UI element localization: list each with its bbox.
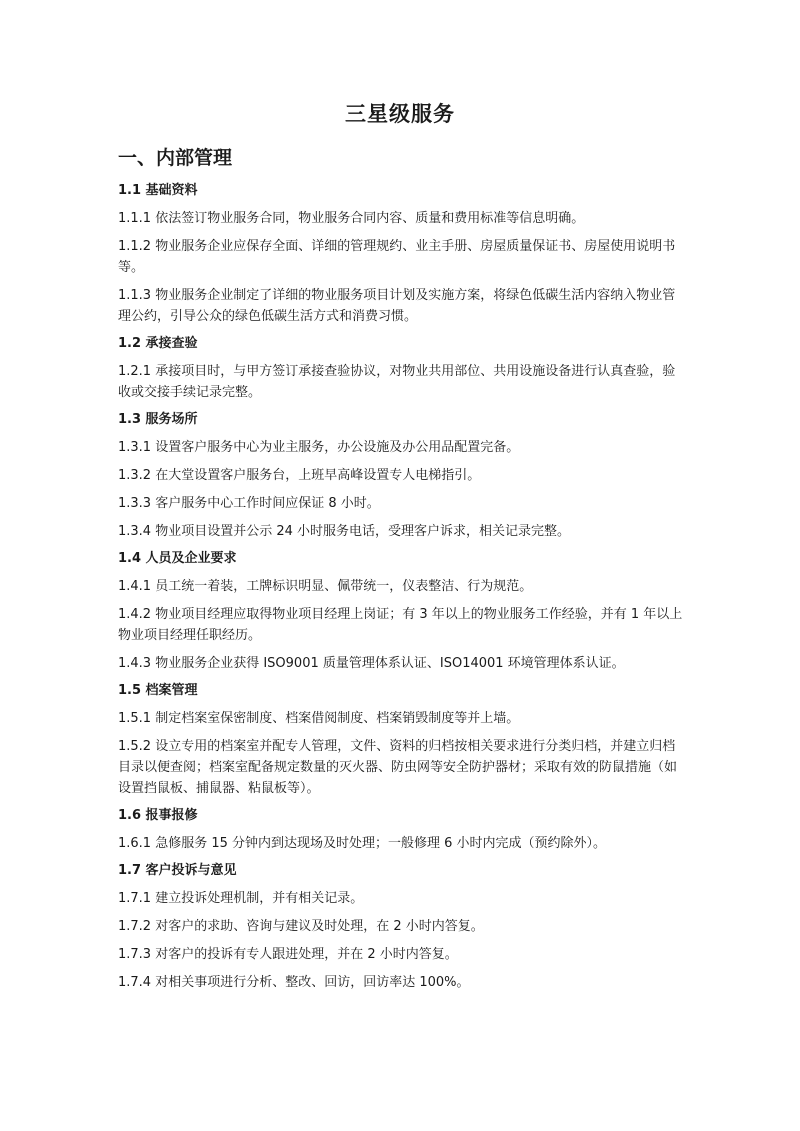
- paragraph: 1.3.1 设置客户服务中心为业主服务，办公设施及办公用品配置完备。: [118, 440, 520, 455]
- subsection: [118, 181, 688, 327]
- paragraph: 1.6.1 急修服务 15 分钟内到达现场及时处理；一般修理 6 小时内完成（预约除外）。: [118, 836, 607, 851]
- subsection-heading: 1.4 人员及企业要求: [118, 551, 237, 566]
- subsection: [118, 334, 688, 403]
- paragraph: 1.1.1 依法签订物业服务合同，物业服务合同内容、质量和费用标准等信息明确。: [118, 211, 585, 226]
- subsection-heading: 1.5 档案管理: [118, 683, 198, 698]
- paragraph: 1.2.1 承接项目时，与甲方签订承接查验协议，对物业共用部位、共用设施设备进行认真查验，验收或交接手续记录完整。: [118, 364, 676, 400]
- paragraph: 1.7.3 对客户的投诉有专人跟进处理，并在 2 小时内答复。: [118, 947, 458, 962]
- subsection: [118, 806, 688, 854]
- section-heading: 一、内部管理: [118, 147, 233, 169]
- subsection-heading: 1.3 服务场所: [118, 412, 198, 427]
- paragraph: 1.1.3 物业服务企业制定了详细的物业服务项目计划及实施方案，将绿色低碳生活内容纳入物业管理公约，引导公众的绿色低碳生活方式和消费习惯。: [118, 288, 676, 324]
- subsection: [118, 549, 688, 674]
- subsection-heading: 1.1 基础资料: [118, 183, 198, 198]
- paragraph: 1.4.3 物业服务企业获得 ISO9001 质量管理体系认证、ISO14001 环境管理体系认证。: [118, 656, 625, 671]
- paragraph: 1.5.1 制定档案室保密制度、档案借阅制度、档案销毁制度等并上墙。: [118, 711, 520, 726]
- paragraph: 1.3.2 在大堂设置客户服务台，上班早高峰设置专人电梯指引。: [118, 468, 481, 483]
- paragraph: 1.7.4 对相关事项进行分析、整改、回访，回访率达 100%。: [118, 975, 470, 990]
- section-content: [118, 181, 688, 1000]
- paragraph: 1.3.3 客户服务中心工作时间应保证 8 小时。: [118, 496, 380, 511]
- subsection-heading: 1.2 承接查验: [118, 336, 198, 351]
- subsection-heading: 1.7 客户投诉与意见: [118, 863, 237, 878]
- subsection: [118, 681, 688, 799]
- subsection: [118, 410, 688, 542]
- paragraph: 1.1.2 物业服务企业应保存全面、详细的管理规约、业主手册、房屋质量保证书、房屋使用说明书等。: [118, 239, 676, 275]
- document-title: 三星级服务: [345, 102, 455, 126]
- subsection: [118, 861, 688, 993]
- paragraph: 1.7.2 对客户的求助、咨询与建议及时处理，在 2 小时内答复。: [118, 919, 484, 934]
- paragraph: 1.4.1 员工统一着装，工牌标识明显、佩带统一，仪表整洁、行为规范。: [118, 579, 533, 594]
- subsection-heading: 1.6 报事报修: [118, 808, 198, 823]
- paragraph: 1.3.4 物业项目设置并公示 24 小时服务电话，受理客户诉求，相关记录完整。: [118, 524, 571, 539]
- paragraph: 1.4.2 物业项目经理应取得物业项目经理上岗证；有 3 年以上的物业服务工作经验，并有 1 年以上物业项目经理任职经历。: [118, 607, 683, 643]
- paragraph: 1.7.1 建立投诉处理机制，并有相关记录。: [118, 891, 364, 906]
- paragraph: 1.5.2 设立专用的档案室并配专人管理，文件、资料的归档按相关要求进行分类归档，并建立归档目录以便查阅；档案室配备规定数量的灭火器、防虫网等安全防护器材；采取有效的防鼠措施（如设置挡鼠板、捕鼠器、粘鼠板等）。: [118, 739, 678, 796]
